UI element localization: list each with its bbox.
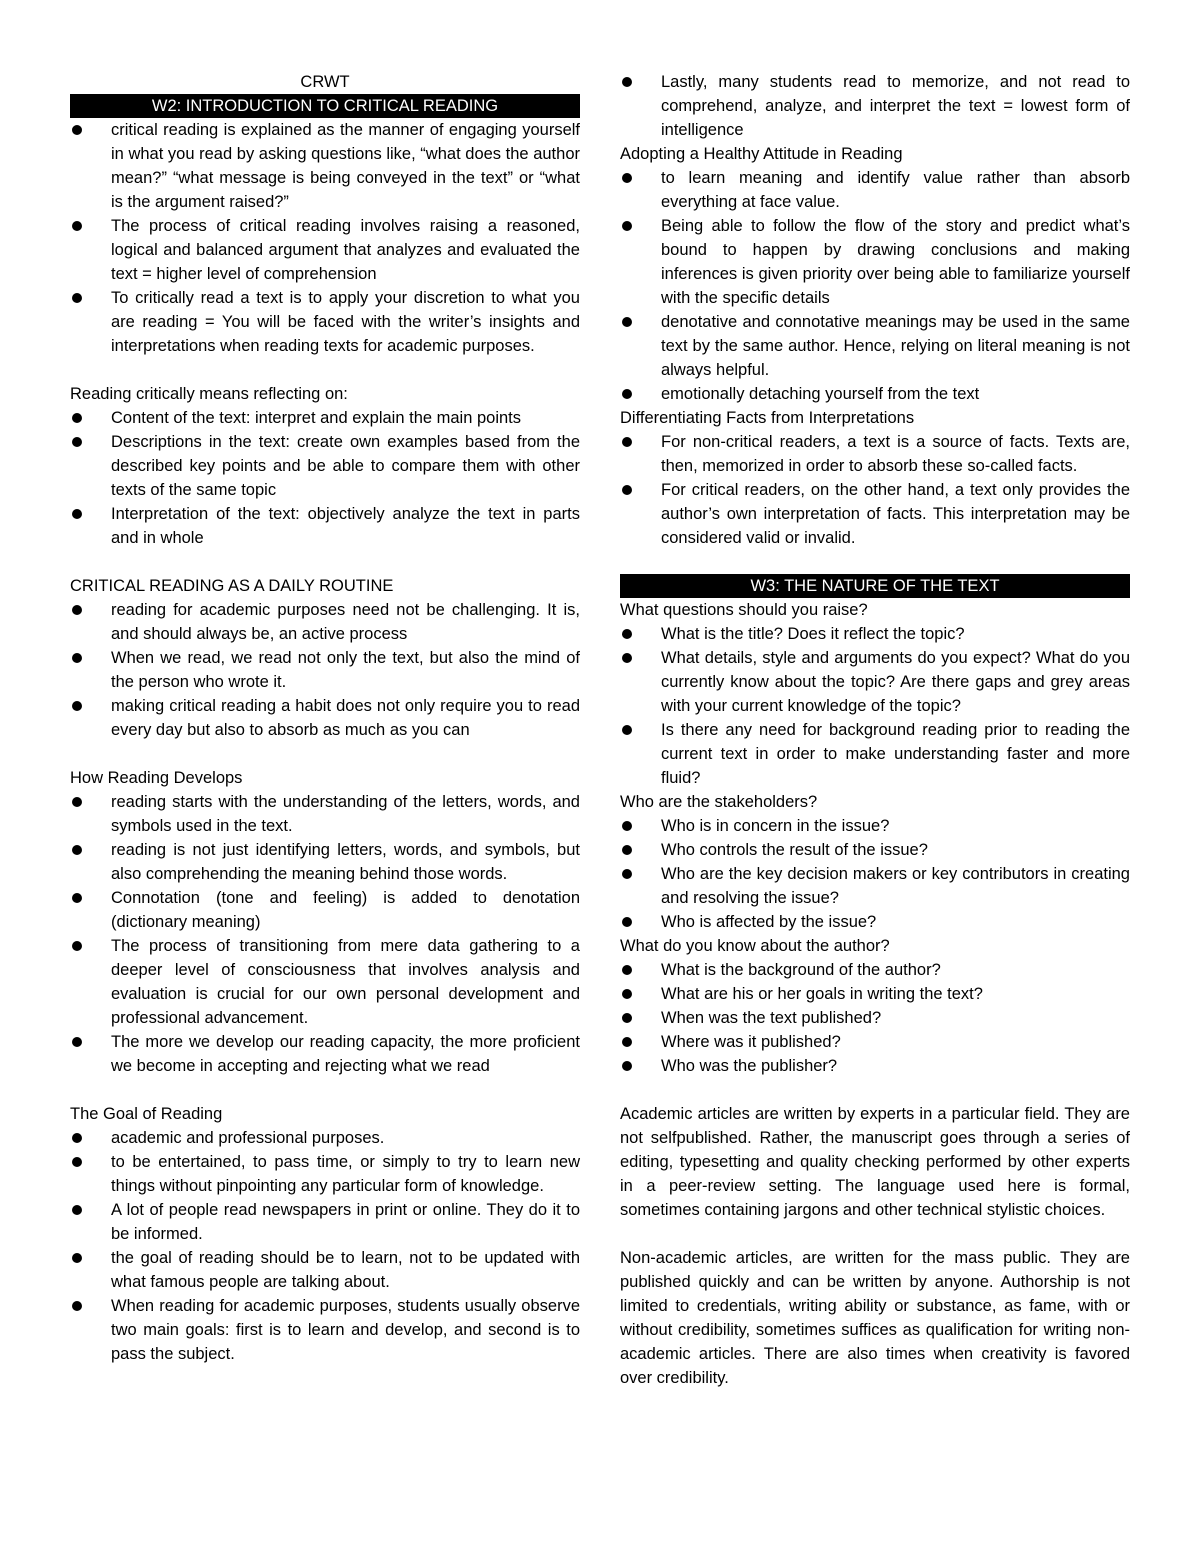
bullet-text: Connotation (tone and feeling) is added to denotation (dictionary meaning)	[111, 889, 580, 931]
bullet-text: emotionally detaching yourself from the text	[661, 385, 980, 403]
bullet-text: When was the text published?	[661, 1009, 882, 1027]
bullet-text: For critical readers, on the other hand, a text only provides the author’s own interpretation of facts. This interpretation may be considered valid or invalid.	[661, 481, 1130, 547]
bullet-dot-icon	[622, 485, 632, 495]
bullet-item	[70, 790, 580, 838]
bullet-item	[620, 910, 1130, 934]
bullet-dot-icon	[622, 77, 632, 87]
bullet-text: The process of transitioning from mere data gathering to a deeper level of consciousness that involves analysis and evaluation is crucial for our own personal development and professional advancement.	[111, 937, 580, 1027]
bullet-text: Is there any need for background reading prior to reading the current text in order to make understanding faster and more fluid?	[661, 721, 1130, 787]
stakeholders-heading: Who are the stakeholders?	[620, 793, 818, 811]
reflecting-bullet-list	[70, 406, 580, 550]
bullet-item	[70, 598, 580, 646]
bullet-text: The more we develop our reading capacity, the more proficient we become in accepting and rejecting what we read	[111, 1033, 580, 1075]
bullet-text: Interpretation of the text: objectively analyze the text in parts and in whole	[111, 505, 580, 547]
bullet-dot-icon	[622, 629, 632, 639]
bullet-text: Lastly, many students read to memorize, and not read to comprehend, analyze, and interpret the text = lowest form of intelligence	[661, 73, 1130, 139]
bullet-item	[70, 934, 580, 1030]
bullet-item	[620, 214, 1130, 310]
develops-heading: How Reading Develops	[70, 769, 243, 787]
bullet-item	[70, 502, 580, 550]
bullet-dot-icon	[72, 1037, 82, 1047]
bullet-item	[620, 622, 1130, 646]
bullet-dot-icon	[622, 1013, 632, 1023]
bullet-dot-icon	[72, 1205, 82, 1215]
bullet-text: academic and professional purposes.	[111, 1129, 385, 1147]
bullet-dot-icon	[72, 893, 82, 903]
bullet-item	[620, 982, 1130, 1006]
w3-section-header: W3: THE NATURE OF THE TEXT	[620, 574, 1130, 598]
bullet-dot-icon	[72, 797, 82, 807]
bullet-dot-icon	[72, 653, 82, 663]
bullet-text: When reading for academic purposes, students usually observe two main goals: first is to learn and develop, and second is to pass the subject.	[111, 1297, 580, 1363]
facts-bullet-list	[620, 430, 1130, 550]
bullet-text: reading is not just identifying letters, words, and symbols, but also comprehending the meaning behind those words.	[111, 841, 580, 883]
bullet-text: critical reading is explained as the manner of engaging yourself in what you read by asking questions like, “what does the author mean?” “what message is being conveyed in the text” or “what is the argument raised?”	[111, 121, 580, 211]
bullet-text: reading for academic purposes need not be challenging. It is, and should always be, an active process	[111, 601, 580, 643]
bullet-item	[620, 958, 1130, 982]
routine-heading: CRITICAL READING AS A DAILY ROUTINE	[70, 577, 394, 595]
bullet-item	[620, 478, 1130, 550]
bullet-item	[620, 430, 1130, 478]
bullet-item	[70, 1246, 580, 1294]
bullet-dot-icon	[622, 437, 632, 447]
bullet-item	[70, 1294, 580, 1366]
bullet-item	[620, 70, 1130, 142]
bullet-item	[70, 1126, 580, 1150]
goal-bullet-list	[70, 1126, 580, 1366]
bullet-dot-icon	[622, 173, 632, 183]
bullet-dot-icon	[622, 1037, 632, 1047]
academic-articles-paragraph: Academic articles are written by experts in a particular field. They are not selfpublished. Rather, the manuscript goes through a series of editing, typesetting and quality checking performed by other experts in a peer-review setting. The language used here is formal, sometimes containing jargons and other technical stylistic choices.	[620, 1105, 1130, 1219]
bullet-item	[620, 1006, 1130, 1030]
lastly-bullet-list	[620, 70, 1130, 142]
bullet-dot-icon	[622, 1061, 632, 1071]
bullet-item	[620, 166, 1130, 214]
attitude-heading: Adopting a Healthy Attitude in Reading	[620, 145, 903, 163]
nonacademic-articles-paragraph: Non-academic articles, are written for the mass public. They are published quickly and can be written by anyone. Authorship is not limited to credentials, writing ability or substance, as fame, with or without credibility, sometimes suffices as qualification for writing non-academic articles. There are also times when creativity is favored over credibility.	[620, 1249, 1130, 1387]
bullet-dot-icon	[622, 869, 632, 879]
bullet-dot-icon	[622, 725, 632, 735]
stakeholders-bullet-list	[620, 814, 1130, 934]
bullet-dot-icon	[622, 965, 632, 975]
bullet-dot-icon	[72, 1301, 82, 1311]
bullet-item	[70, 1198, 580, 1246]
bullet-item	[620, 382, 1130, 406]
bullet-text: to be entertained, to pass time, or simply to try to learn new things without pinpointing any particular form of knowledge.	[111, 1153, 580, 1195]
bullet-item	[70, 838, 580, 886]
bullet-dot-icon	[72, 941, 82, 951]
left-column	[70, 70, 580, 1366]
bullet-item	[70, 118, 580, 214]
bullet-dot-icon	[622, 845, 632, 855]
intro-bullet-list	[70, 118, 580, 358]
bullet-dot-icon	[622, 317, 632, 327]
bullet-text: reading starts with the understanding of the letters, words, and symbols used in the text.	[111, 793, 580, 835]
bullet-dot-icon	[622, 389, 632, 399]
bullet-text: Who was the publisher?	[661, 1057, 838, 1075]
bullet-dot-icon	[72, 701, 82, 711]
bullet-text: Who are the key decision makers or key contributors in creating and resolving the issue?	[661, 865, 1130, 907]
course-code: CRWT	[300, 73, 350, 91]
bullet-text: making critical reading a habit does not only require you to read every day but also to absorb as much as you can	[111, 697, 580, 739]
bullet-text: What is the title? Does it reflect the topic?	[661, 625, 965, 643]
bullet-dot-icon	[72, 1133, 82, 1143]
bullet-item	[620, 646, 1130, 718]
bullet-dot-icon	[72, 125, 82, 135]
bullet-dot-icon	[72, 293, 82, 303]
bullet-text: Being able to follow the flow of the story and predict what’s bound to happen by drawing conclusions and making inferences is given priority over being able to familiarize yourself with the specific details	[661, 217, 1130, 307]
attitude-bullet-list	[620, 166, 1130, 406]
bullet-item	[70, 1150, 580, 1198]
develops-bullet-list	[70, 790, 580, 1078]
bullet-text: Content of the text: interpret and explain the main points	[111, 409, 522, 427]
bullet-text: A lot of people read newspapers in print or online. They do it to be informed.	[111, 1201, 580, 1243]
bullet-text: Where was it published?	[661, 1033, 841, 1051]
bullet-item	[70, 1030, 580, 1078]
bullet-dot-icon	[72, 605, 82, 615]
bullet-item	[620, 310, 1130, 382]
author-bullet-list	[620, 958, 1130, 1078]
bullet-item	[620, 838, 1130, 862]
bullet-dot-icon	[72, 1157, 82, 1167]
bullet-text: to learn meaning and identify value rather than absorb everything at face value.	[661, 169, 1130, 211]
bullet-text: Who is affected by the issue?	[661, 913, 877, 931]
bullet-item	[620, 814, 1130, 838]
bullet-dot-icon	[622, 821, 632, 831]
bullet-item	[70, 886, 580, 934]
bullet-dot-icon	[622, 989, 632, 999]
questions-bullet-list	[620, 622, 1130, 790]
bullet-dot-icon	[622, 917, 632, 927]
facts-heading: Differentiating Facts from Interpretations	[620, 409, 915, 427]
bullet-item	[70, 430, 580, 502]
bullet-text: To critically read a text is to apply your discretion to what you are reading = You will be faced with the writer’s insights and interpretations when reading texts for academic purposes.	[111, 289, 580, 355]
bullet-dot-icon	[72, 413, 82, 423]
bullet-dot-icon	[72, 437, 82, 447]
bullet-text: Descriptions in the text: create own examples based from the described key points and be able to compare them with other texts of the same topic	[111, 433, 580, 499]
bullet-item	[620, 1030, 1130, 1054]
bullet-text: When we read, we read not only the text, but also the mind of the person who wrote it.	[111, 649, 580, 691]
goal-heading: The Goal of Reading	[70, 1105, 223, 1123]
bullet-item	[70, 286, 580, 358]
right-column	[620, 70, 1130, 1390]
bullet-dot-icon	[622, 653, 632, 663]
reflecting-heading: Reading critically means reflecting on:	[70, 385, 348, 403]
routine-bullet-list	[70, 598, 580, 742]
bullet-text: The process of critical reading involves raising a reasoned, logical and balanced argument that analyzes and evaluated the text = higher level of comprehension	[111, 217, 580, 283]
bullet-item	[620, 862, 1130, 910]
bullet-text: Who controls the result of the issue?	[661, 841, 928, 859]
bullet-dot-icon	[72, 509, 82, 519]
bullet-text: Who is in concern in the issue?	[661, 817, 890, 835]
bullet-dot-icon	[72, 221, 82, 231]
bullet-text: What are his or her goals in writing the text?	[661, 985, 983, 1003]
bullet-dot-icon	[622, 221, 632, 231]
bullet-item	[620, 1054, 1130, 1078]
bullet-text: What details, style and arguments do you expect? What do you currently know about the topic? Are there gaps and grey areas with your current knowledge of the topic?	[661, 649, 1130, 715]
author-heading: What do you know about the author?	[620, 937, 890, 955]
bullet-text: denotative and connotative meanings may be used in the same text by the same author. Hence, relying on literal meaning is not always helpful.	[661, 313, 1130, 379]
bullet-item	[70, 646, 580, 694]
bullet-text: For non-critical readers, a text is a source of facts. Texts are, then, memorized in order to absorb these so-called facts.	[661, 433, 1130, 475]
bullet-dot-icon	[72, 1253, 82, 1263]
bullet-item	[70, 214, 580, 286]
bullet-item	[620, 718, 1130, 790]
bullet-text: What is the background of the author?	[661, 961, 941, 979]
bullet-dot-icon	[72, 845, 82, 855]
questions-heading: What questions should you raise?	[620, 601, 868, 619]
w2-section-header: W2: INTRODUCTION TO CRITICAL READING	[70, 94, 580, 118]
bullet-text: the goal of reading should be to learn, not to be updated with what famous people are talking about.	[111, 1249, 580, 1291]
bullet-item	[70, 406, 580, 430]
bullet-item	[70, 694, 580, 742]
